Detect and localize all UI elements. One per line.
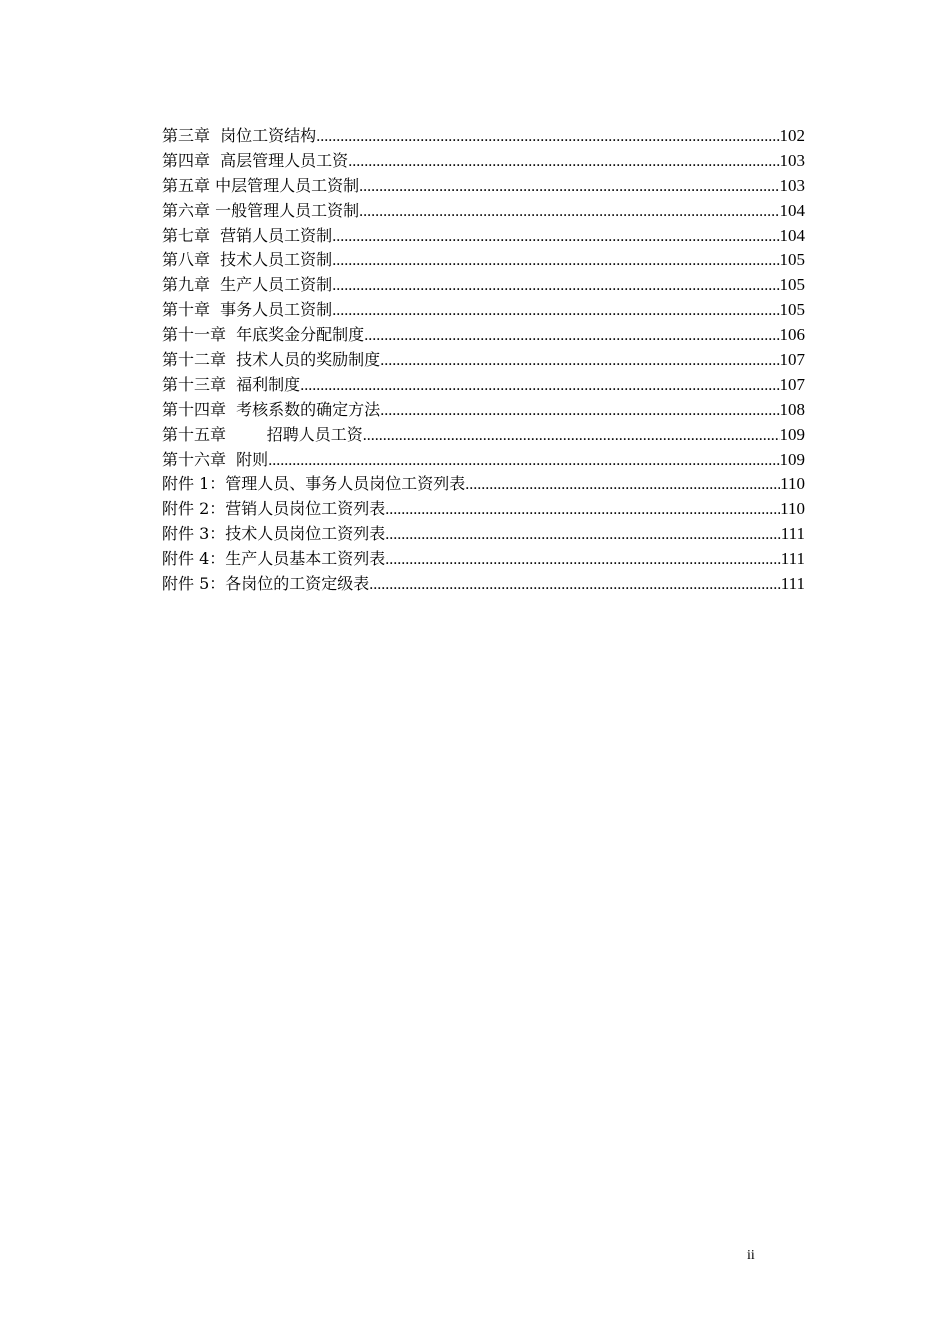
toc-entry[interactable] — [162, 547, 805, 572]
toc-entry-page: 105 — [779, 275, 805, 295]
toc-dot-leader — [380, 398, 779, 424]
toc-entry-title: 附件 3：技术人员岗位工资列表 — [162, 524, 386, 544]
toc-entry-title: 第十三章 福利制度 — [162, 374, 301, 394]
toc-dot-leader — [364, 323, 779, 349]
toc-entry[interactable] — [162, 423, 805, 448]
toc-dot-leader — [369, 572, 780, 598]
toc-dot-leader — [359, 199, 779, 225]
toc-entry[interactable] — [162, 298, 805, 323]
toc-entry[interactable] — [162, 224, 805, 249]
toc-entry[interactable] — [162, 497, 805, 522]
toc-dot-leader — [465, 472, 780, 498]
toc-entry-page: 107 — [779, 350, 805, 370]
table-of-contents — [162, 124, 805, 597]
toc-entry-page: 111 — [780, 574, 805, 594]
toc-dot-leader — [300, 373, 779, 399]
toc-entry-page: 105 — [779, 250, 805, 270]
toc-dot-leader — [332, 248, 779, 274]
toc-entry-title: 第十四章 考核系数的确定方法 — [162, 399, 381, 419]
toc-entry-page: 109 — [779, 449, 805, 469]
toc-entry[interactable] — [162, 273, 805, 298]
toc-entry-page: 109 — [779, 424, 805, 444]
toc-entry[interactable] — [162, 149, 805, 174]
toc-entry-title: 第十一章 年底奖金分配制度 — [162, 325, 365, 345]
toc-dot-leader — [363, 423, 780, 449]
toc-entry[interactable] — [162, 448, 805, 473]
toc-entry[interactable] — [162, 522, 805, 547]
toc-entry-title: 附件 4：生产人员基本工资列表 — [162, 549, 386, 569]
toc-entry-page: 105 — [779, 300, 805, 320]
toc-entry[interactable] — [162, 174, 805, 199]
toc-dot-leader — [385, 522, 780, 548]
toc-entry[interactable] — [162, 348, 805, 373]
toc-dot-leader — [359, 174, 779, 200]
toc-entry-title: 第九章 生产人员工资制 — [162, 275, 333, 295]
toc-entry-title: 第十六章 附则 — [162, 449, 269, 469]
page-number: ii — [747, 1248, 755, 1263]
toc-entry-title: 第十章 事务人员工资制 — [162, 300, 333, 320]
toc-entry-title: 附件 5：各岗位的工资定级表 — [162, 574, 370, 594]
toc-entry[interactable] — [162, 398, 805, 423]
toc-dot-leader — [316, 124, 779, 150]
toc-dot-leader — [348, 149, 779, 175]
toc-dot-leader — [385, 547, 780, 573]
toc-entry-page: 102 — [779, 126, 805, 145]
toc-dot-leader — [380, 348, 779, 374]
toc-entry-title: 第四章 高层管理人员工资 — [162, 150, 349, 170]
toc-entry-page: 104 — [779, 225, 805, 245]
toc-entry[interactable] — [162, 572, 805, 597]
toc-entry-page: 103 — [779, 150, 805, 170]
toc-entry[interactable] — [162, 248, 805, 273]
toc-dot-leader — [332, 298, 779, 324]
toc-entry-title: 第六章 一般管理人员工资制 — [162, 200, 360, 220]
toc-entry-title: 附件 2：营销人员岗位工资列表 — [162, 499, 386, 519]
toc-entry-page: 111 — [780, 549, 805, 569]
toc-entry-page: 108 — [779, 399, 805, 419]
toc-entry-title: 第七章 营销人员工资制 — [162, 225, 333, 245]
toc-entry-title: 第十五章 招聘人员工资 — [162, 424, 363, 444]
toc-dot-leader — [332, 224, 779, 250]
toc-entry-title: 第三章 岗位工资结构 — [162, 126, 317, 145]
toc-entry-title: 第五章 中层管理人员工资制 — [162, 175, 360, 195]
toc-entry-title: 第八章 技术人员工资制 — [162, 250, 333, 270]
toc-entry[interactable] — [162, 472, 805, 497]
toc-entry-page: 107 — [779, 374, 805, 394]
toc-entry-page: 104 — [779, 200, 805, 220]
toc-entry[interactable] — [162, 199, 805, 224]
toc-entry-title: 附件 1：管理人员、事务人员岗位工资列表 — [162, 474, 466, 494]
toc-dot-leader — [385, 497, 780, 523]
toc-entry-title: 第十二章 技术人员的奖励制度 — [162, 350, 381, 370]
toc-entry-page: 111 — [780, 524, 805, 544]
toc-entry-page: 110 — [780, 474, 805, 494]
toc-entry-page: 103 — [779, 175, 805, 195]
toc-entry[interactable] — [162, 323, 805, 348]
toc-dot-leader — [332, 273, 779, 299]
toc-entry[interactable] — [162, 373, 805, 398]
toc-entry-page: 106 — [779, 325, 805, 345]
toc-dot-leader — [268, 448, 779, 474]
toc-entry-page: 110 — [780, 499, 805, 519]
toc-entry[interactable] — [162, 124, 805, 149]
